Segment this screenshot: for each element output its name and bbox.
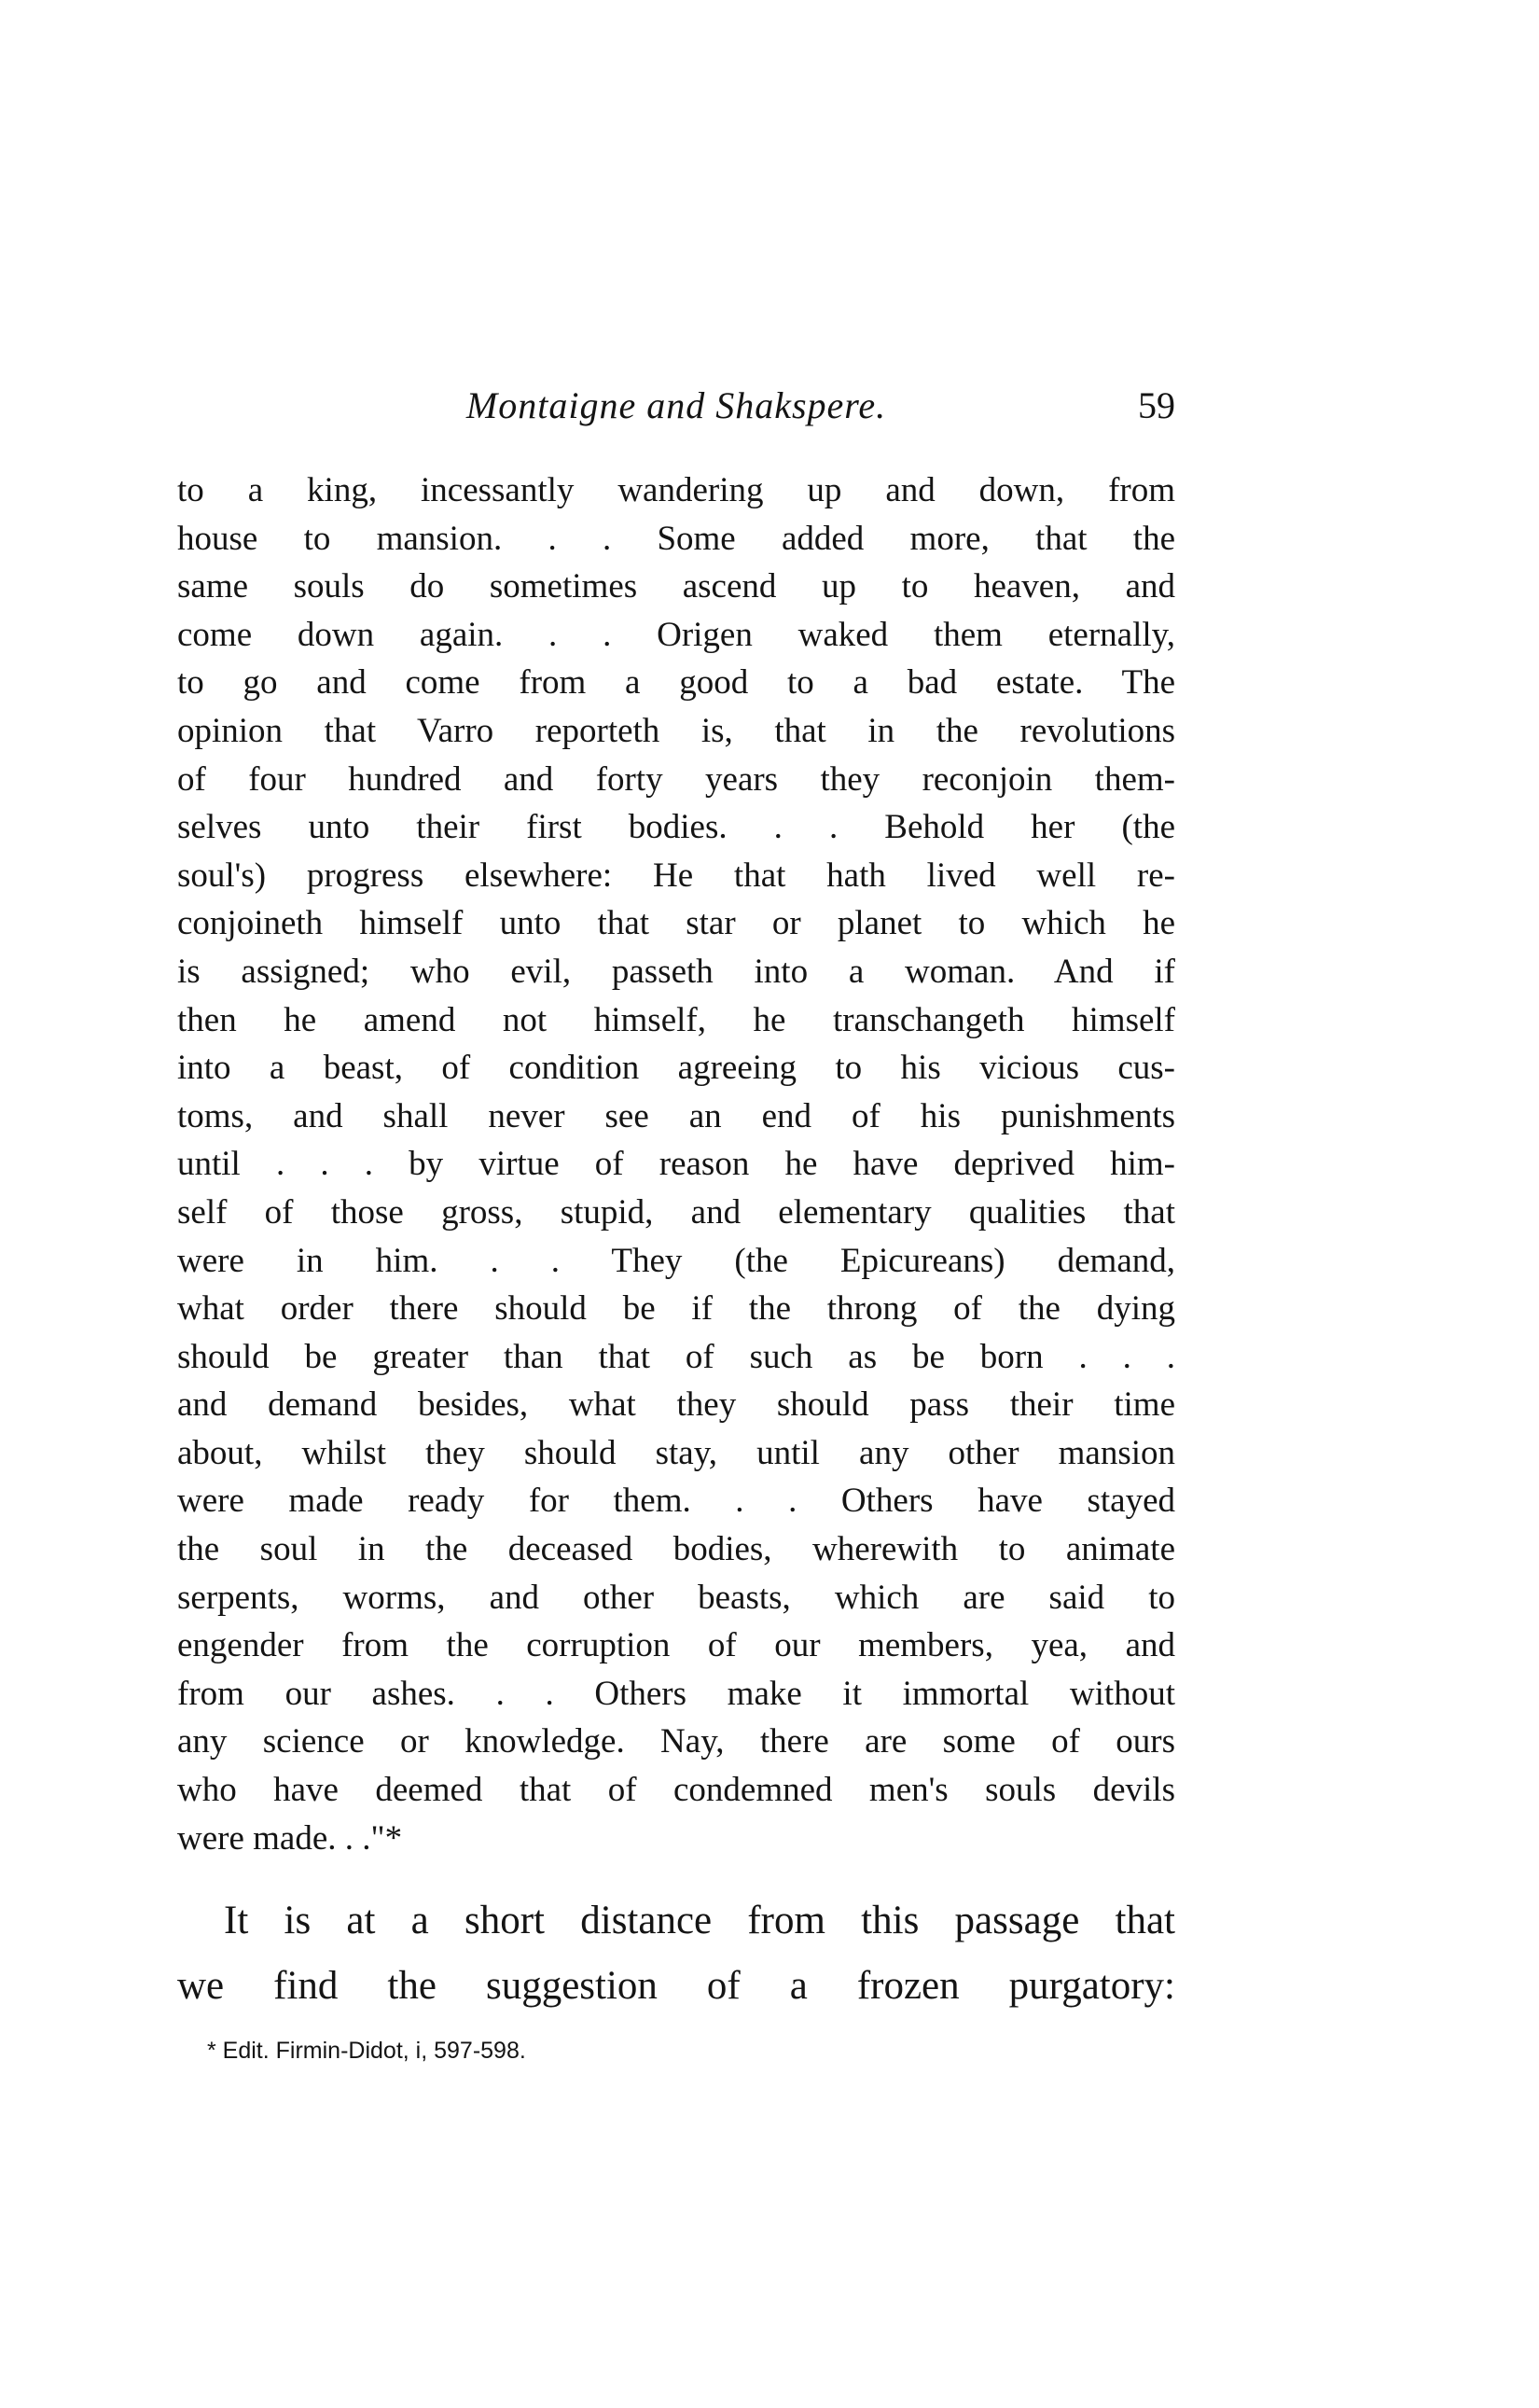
body-paragraph [177, 1888, 1175, 2019]
quote-line: were made ready for them. . . Others have stayed [177, 1482, 1175, 1521]
quote-line: then he amend not himself, he transchangeth himself [177, 1000, 1175, 1039]
quote-line: and demand besides, what they should pass their time [177, 1385, 1175, 1425]
quote-line: conjoineth himself unto that star or planet to which he [177, 904, 1175, 943]
quote-line: were made. . ."* [177, 1818, 403, 1858]
quote-line: any science or knowledge. Nay, there are some of ours [177, 1722, 1175, 1761]
quote-line: come down again. . . Origen waked them eternally, [177, 615, 1175, 654]
quote-line: soul's) progress elsewhere: He that hath lived well re- [177, 856, 1175, 895]
quote-line: from our ashes. . . Others make it immortal without [177, 1674, 1175, 1713]
quote-line: toms, and shall never see an end of his punishments [177, 1096, 1175, 1135]
quote-line: is assigned; who evil, passeth into a woman. And if [177, 952, 1175, 991]
quote-line: engender from the corruption of our members, yea, and [177, 1626, 1175, 1665]
quote-line: self of those gross, stupid, and elementary qualities that [177, 1192, 1175, 1232]
quote-line: serpents, worms, and other beasts, which are said to [177, 1578, 1175, 1617]
quoted-passage [177, 466, 1175, 1862]
body-line: It is at a short distance from this passage that [224, 1899, 1175, 1942]
quote-line: of four hundred and forty years they reconjoin them- [177, 759, 1175, 799]
quote-line: into a beast, of condition agreeing to his vicious cus- [177, 1049, 1175, 1088]
quote-line: house to mansion. . . Some added more, that the [177, 519, 1175, 558]
quote-line: same souls do sometimes ascend up to heaven, and [177, 567, 1175, 606]
quote-line: should be greater than that of such as be born . . . [177, 1337, 1175, 1376]
quote-line: to go and come from a good to a bad estate. The [177, 663, 1175, 703]
quote-line: were in him. . . They (the Epicureans) demand, [177, 1241, 1175, 1280]
running-head [177, 373, 1175, 438]
quote-line: about, whilst they should stay, until any other mansion [177, 1433, 1175, 1472]
quote-line: what order there should be if the throng of the dying [177, 1289, 1175, 1329]
quote-line: the soul in the deceased bodies, wherewith to animate [177, 1530, 1175, 1569]
footnote: * Edit. Firmin-Didot, i, 597-598. [207, 2038, 526, 2064]
running-title: Montaigne and Shakspere. [465, 384, 887, 426]
quote-line: selves unto their first bodies. . . Behold her (the [177, 808, 1175, 847]
page-number: 59 [1138, 384, 1175, 426]
quote-line: who have deemed that of condemned men's souls devils [177, 1771, 1175, 1810]
quote-line: to a king, incessantly wandering up and down, from [177, 471, 1175, 509]
quote-line: opinion that Varro reporteth is, that in the revolutions [177, 711, 1175, 750]
quote-line: until . . . by virtue of reason he have deprived him- [177, 1145, 1175, 1184]
body-line: we find the suggestion of a frozen purgatory: [177, 1964, 1175, 2008]
